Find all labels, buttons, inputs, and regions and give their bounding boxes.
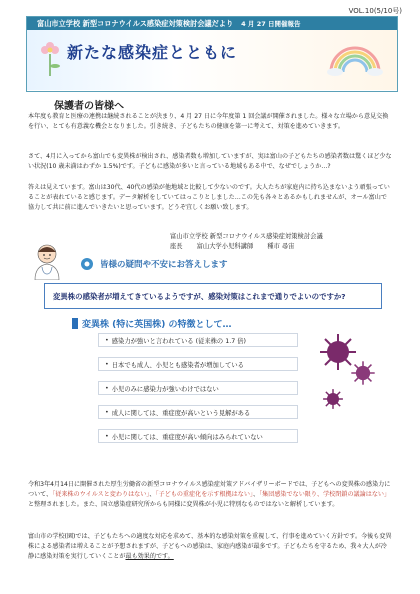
signature-role: 座長 bbox=[170, 243, 183, 250]
rainbow-icon bbox=[325, 36, 385, 76]
feature-item bbox=[98, 357, 298, 371]
bullet-icon: • bbox=[105, 336, 109, 344]
variant-section-title bbox=[72, 317, 232, 330]
feature-item bbox=[98, 381, 298, 395]
bullet-icon: • bbox=[105, 384, 109, 392]
advisory-text-b: 、 bbox=[149, 491, 156, 498]
flower-icon bbox=[35, 36, 65, 76]
signature-affiliation: 富山大学小児科講師 bbox=[196, 243, 254, 250]
paragraph-intro: 本年度も教育と医療の連携は継続されることが決まり、4 月 27 日に今年度第 1 回会議が開催されました。様々な立場から意見交換を行い、とても有意義な機会となりました。引き続き、子どもたちの健康を第一に考えて、対策を進めていきます。 bbox=[28, 113, 389, 130]
bullet-icon: • bbox=[105, 432, 109, 440]
policy-text-a: 富山市の学校(園)では、子どもたちへの適度な対応を求めて、基本的な感染対策を重視して、行事を進めていく方針です。今後も変異株による感染者は増えることが予想されますが、子どもへの感染は、家庭内感染が最多です。子どもたちを守るため、我々大人が冷静に感染対策を実行していくことが bbox=[28, 533, 392, 560]
variant-title-text: 変異株 (特に英国株) の特徴として… bbox=[82, 320, 232, 330]
qa-section-title bbox=[80, 257, 228, 271]
paragraph-situation: さて、4月に入ってから富山でも変異株が検出され、感染者数も増加していますが、実は富山の子どもたちの感染者数は驚くほど少ない状況(10 歳未満はわずか 1.5%)です。子どもに感染が多いと言っている地域もある中で、なぜでしょうか…? bbox=[28, 153, 392, 170]
qa-title-text: 皆様の疑問や不安にお答えします bbox=[100, 260, 228, 270]
question-box bbox=[44, 283, 382, 309]
feature-text: 成人に関しては、重症度が高いという見解がある bbox=[111, 409, 251, 417]
paragraph-advisory-board bbox=[28, 480, 392, 510]
feature-item bbox=[98, 333, 298, 347]
paragraph-school-policy bbox=[28, 532, 392, 562]
signature-row bbox=[170, 242, 323, 252]
feature-list bbox=[98, 333, 298, 453]
header-band bbox=[27, 17, 397, 30]
band-title: 富山市立学校 新型コロナウイルス感染症対策検討会議だより bbox=[37, 18, 234, 28]
advisory-text-a: 令和3年4月14日に開催された厚生労働省の新型コロナウイルス感染症対策アドバイザリーボードでは、子どもへの変異株の感染力について、 bbox=[28, 481, 391, 498]
newsletter-header bbox=[26, 16, 398, 92]
header-body bbox=[27, 30, 397, 90]
paragraph-answer: 答えは見えています。富山は30代、40代の感染が他地域と比較して少ないのです。大人たちが家庭内に持ち込まないよう頑張っていることが表れていると感じます。データ解析をしていてはっこりとしました…この先も各々とあるかもしれませんが、オール富山で協力して共に前に進んでいきたいと思っています。どうぞ宜しくお願い致します。 bbox=[28, 184, 390, 211]
feature-text: 感染力が強いと言われている (従来株の 1.7 倍) bbox=[111, 337, 246, 345]
flower-badge-icon bbox=[80, 257, 94, 271]
greeting-heading: 保護者の皆様へ bbox=[54, 101, 124, 112]
main-title: 新たな感染症とともに bbox=[67, 43, 238, 62]
advisory-quote-2: 「子どもの重症化を示す根拠はない」 bbox=[155, 491, 253, 498]
virus-icon bbox=[350, 360, 376, 386]
feature-text: 小児のみに感染力が強いわけではない bbox=[111, 385, 219, 393]
bullet-icon: • bbox=[105, 360, 109, 368]
policy-text-b: 最も効果的です。 bbox=[125, 553, 174, 560]
advisory-quote-3: 「集団感染でない限り、学校閉鎖の議論はない」 bbox=[259, 491, 391, 498]
signature-block bbox=[170, 232, 323, 252]
doctor-illustration-icon bbox=[30, 242, 64, 280]
title-marker-bar bbox=[72, 318, 78, 329]
feature-text: 小児に関しては、重症度が高い傾向はみられていない bbox=[111, 433, 263, 441]
volume-label: VOL.10(5/10号) bbox=[348, 7, 402, 15]
question-text: 変異株の感染者が増えてきているようですが、感染対策はこれまで通りでよいのですか? bbox=[53, 291, 346, 301]
band-date: 4 月 27 日開催報告 bbox=[241, 20, 301, 28]
virus-icon bbox=[322, 388, 344, 410]
signature-name: 種市 尋宙 bbox=[267, 243, 295, 250]
bullet-icon: • bbox=[105, 408, 109, 416]
feature-text: 日本でも成人、小児とも感染者が増加している bbox=[111, 361, 244, 369]
signature-organization: 富山市立学校 新型コロナウイルス感染症対策検討会議 bbox=[170, 233, 323, 240]
advisory-quote-1: 「従来株のウイルスと変わりはない」 bbox=[52, 491, 150, 498]
advisory-text-d: と整理されました。また、国立感染症研究所からも同様に変異株が小児に特別なものではないと解析しています。 bbox=[28, 501, 339, 508]
feature-item bbox=[98, 429, 298, 443]
advisory-text-c: 、 bbox=[253, 491, 260, 498]
feature-item bbox=[98, 405, 298, 419]
